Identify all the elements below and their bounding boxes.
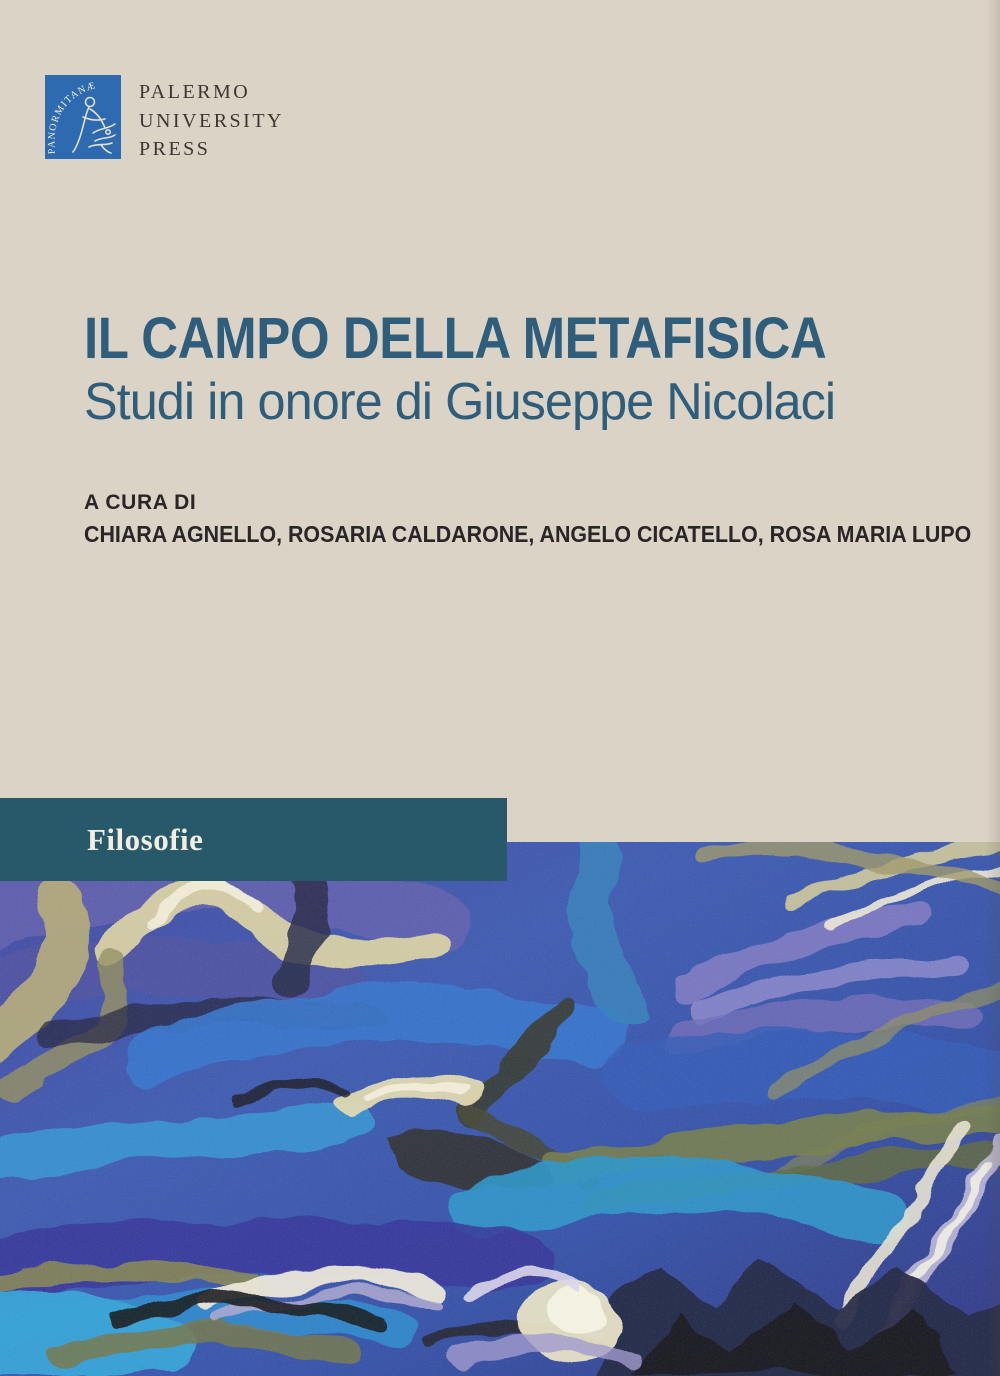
cover-painting-image <box>0 842 1000 1376</box>
publisher-wordmark-line: UNIVERSITY <box>139 109 284 132</box>
cover-painting <box>0 842 1000 1376</box>
publisher-wordmark-line: PALERMO <box>139 81 251 103</box>
editors-block <box>84 490 1000 548</box>
book-title: IL CAMPO DELLA METAFISICA <box>84 306 827 371</box>
series-banner <box>0 798 507 881</box>
publisher-wordmark <box>139 75 284 164</box>
painting-texture <box>0 842 1000 1376</box>
title-block <box>84 307 928 431</box>
publisher-block <box>45 75 284 164</box>
book-subtitle: Studi in onore di Giuseppe Nicolaci <box>84 373 836 431</box>
series-label: Filosofie <box>87 822 204 857</box>
palermo-press-seal-icon <box>45 75 121 159</box>
seal-arc-text: PANORMITANÆ <box>46 79 98 155</box>
editors-heading: A CURA DI <box>84 491 197 514</box>
publisher-wordmark-line: PRESS <box>139 138 211 160</box>
editors-names: CHIARA AGNELLO, ROSARIA CALDARONE, ANGELO CICATELLO, ROSA MARIA LUPO <box>84 521 972 547</box>
